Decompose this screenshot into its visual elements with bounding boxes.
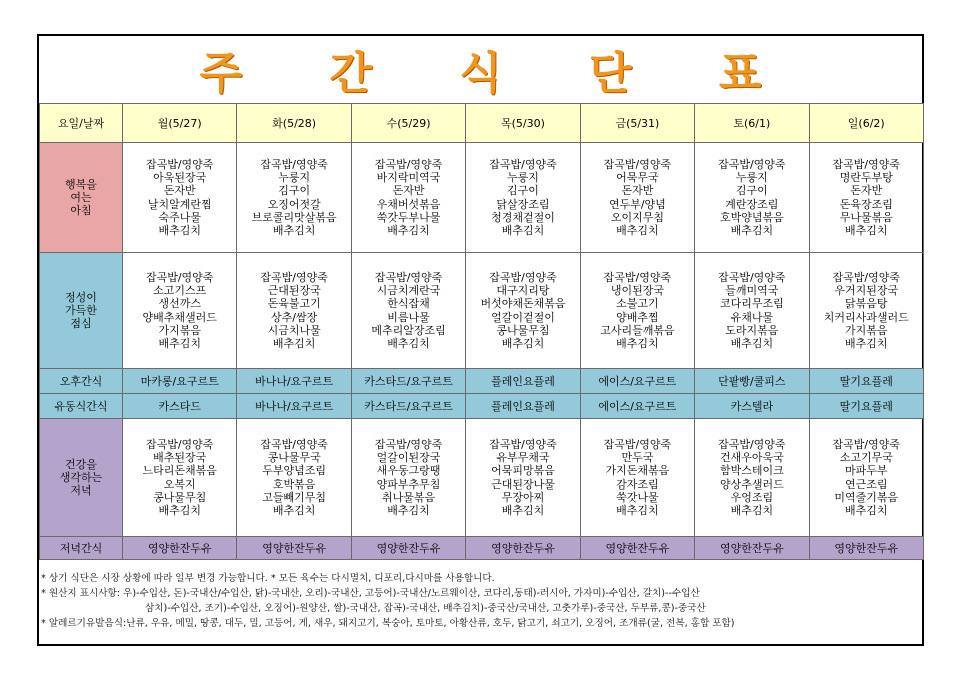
menu-item: 소고기무국 <box>839 451 893 465</box>
menu-item: 잡곡밥/영양죽 <box>260 270 328 284</box>
breakfast-cell <box>237 143 351 253</box>
lunch-cell <box>237 253 351 369</box>
menu-item: 잡곡밥/영양죽 <box>603 437 672 451</box>
label-line: 건강을 <box>65 458 97 471</box>
day-header: 일(6/2) <box>809 104 923 143</box>
menu-item: 연두부/양념 <box>608 197 666 211</box>
menu-item: 배추김치 <box>272 336 316 350</box>
weekly-menu-table <box>39 103 924 560</box>
dinner-cell <box>695 419 809 537</box>
menu-item: 명란두부탕 <box>839 171 893 185</box>
menu-item: 대구지리탕 <box>496 284 550 298</box>
menu-item: 한식잡채 <box>387 297 430 311</box>
menu-item: 무나물볶음 <box>839 210 893 224</box>
liquid-snack-row <box>40 394 924 419</box>
evening-snack-cell: 영양한잔두유 <box>237 537 351 560</box>
menu-item: 느타리돈채볶음 <box>142 464 217 478</box>
afternoon-snack-cell: 딸기요플레 <box>809 369 923 394</box>
menu-item: 얼갈이겉절이 <box>491 310 555 324</box>
menu-item: 돈자반 <box>850 184 883 198</box>
menu-item: 누룽지 <box>507 171 539 185</box>
menu-item: 잡곡밥/영양죽 <box>832 270 900 284</box>
breakfast-cell <box>580 143 694 253</box>
menu-item: 잡곡밥/영양죽 <box>145 437 214 451</box>
menu-item: 미역줄기볶음 <box>834 490 899 504</box>
label-line: 정성이 <box>65 291 97 304</box>
lunch-cell <box>123 253 237 369</box>
menu-item: 잡곡밥/영양죽 <box>718 437 786 451</box>
label-line: 행복을 <box>65 178 97 191</box>
menu-item: 가지볶음 <box>845 323 888 337</box>
dinner-row <box>40 419 924 537</box>
menu-item: 배추김치 <box>730 503 774 517</box>
menu-item: 돈자반 <box>163 184 196 198</box>
menu-item: 시금치나물 <box>267 323 321 337</box>
menu-item: 가지돈채볶음 <box>605 464 670 478</box>
menu-item: 청경채겉절이 <box>491 210 555 224</box>
menu-item: 새우동그랑땡 <box>376 464 441 478</box>
menu-item: 돈자반 <box>392 184 425 198</box>
menu-item: 호박양념볶음 <box>719 210 784 224</box>
lunch-label <box>40 253 123 369</box>
menu-item: 브로콜리맛살볶음 <box>251 210 337 224</box>
menu-item: 양배추채샐러드 <box>142 310 217 324</box>
breakfast-row <box>40 143 924 253</box>
menu-item: 누룽지 <box>278 171 311 185</box>
afternoon-snack-cell: 바나나/요구르트 <box>237 369 351 394</box>
menu-item: 우거지된장국 <box>834 284 899 298</box>
menu-item: 배추김치 <box>501 503 545 517</box>
menu-item: 잡곡밥/영양죽 <box>832 437 900 451</box>
menu-item: 잡곡밥/영양죽 <box>489 270 557 284</box>
menu-item: 얼갈이된장국 <box>376 451 441 465</box>
menu-item: 유부무채국 <box>496 451 550 465</box>
liquid-snack-cell: 카스타드/요구르트 <box>351 394 465 419</box>
footnotes <box>41 571 921 631</box>
menu-item: 쑥갓나물 <box>616 490 659 504</box>
menu-item: 콩나물무국 <box>267 451 321 465</box>
lunch-cell <box>351 253 465 369</box>
menu-item: 배추된장국 <box>153 451 207 465</box>
menu-item: 배추김치 <box>387 336 430 350</box>
menu-item: 배추김치 <box>272 223 316 237</box>
header-row <box>40 104 924 143</box>
menu-item: 생선까스 <box>158 297 201 311</box>
breakfast-cell <box>351 143 465 253</box>
menu-item: 날치알계란찜 <box>147 197 212 211</box>
menu-item: 우엉조림 <box>730 490 774 504</box>
menu-item: 소고기스프 <box>153 284 207 298</box>
evening-snack-cell: 영양한잔두유 <box>351 537 465 560</box>
liquid-snack-cell: 딸기요플레 <box>809 394 923 419</box>
menu-item: 배추김치 <box>501 336 545 350</box>
afternoon-snack-cell: 카스타드/요구르트 <box>351 369 465 394</box>
day-header: 월(5/27) <box>123 104 237 143</box>
menu-item: 들깨미역국 <box>725 284 779 298</box>
menu-item: 잡곡밥/영양죽 <box>603 157 672 171</box>
menu-item: 잡곡밥/영양죽 <box>260 437 328 451</box>
menu-item: 오복지 <box>163 477 196 491</box>
menu-item: 함박스테이크 <box>719 464 784 478</box>
breakfast-label <box>40 143 123 253</box>
lunch-cell <box>695 253 809 369</box>
menu-item: 닭볶음탕 <box>845 297 888 311</box>
menu-item: 돈육불고기 <box>267 297 321 311</box>
menu-item: 잡곡밥/영양죽 <box>374 157 443 171</box>
menu-item: 비름나물 <box>387 310 430 324</box>
note-line: * 알레르기유발음식:난류, 우유, 메밀, 땅콩, 대두, 밀, 고등어, 게, 새우, 돼지고기, 복숭아, 토마토, 아황산류, 호두, 닭고기, 쇠고기, 오징어, 조개류(굴, 전복, 홍합 포함) <box>41 618 735 629</box>
menu-item: 잡곡밥/영양죽 <box>145 157 214 171</box>
menu-item: 도라지볶음 <box>725 323 779 337</box>
menu-item: 숙주나물 <box>158 210 201 224</box>
menu-item: 배추김치 <box>730 223 774 237</box>
menu-item: 잡곡밥/영양죽 <box>260 157 328 171</box>
liquid-snack-cell: 바나나/요구르트 <box>237 394 351 419</box>
day-header: 화(5/28) <box>237 104 351 143</box>
menu-item: 잡곡밥/영양죽 <box>374 270 443 284</box>
menu-item: 코다리무조림 <box>719 297 784 311</box>
lunch-cell <box>580 253 694 369</box>
lunch-row <box>40 253 924 369</box>
menu-item: 건새우아욱국 <box>719 451 784 465</box>
evening-snack-cell: 영양한잔두유 <box>123 537 237 560</box>
label-line: 점심 <box>70 317 92 330</box>
menu-item: 김구이 <box>507 184 539 198</box>
menu-item: 콩나물무침 <box>153 490 207 504</box>
day-header: 토(6/1) <box>695 104 809 143</box>
menu-item: 배추김치 <box>616 336 659 350</box>
day-header: 목(5/30) <box>466 104 580 143</box>
menu-item: 유채나물 <box>730 310 774 324</box>
menu-item: 배추김치 <box>845 503 888 517</box>
menu-item: 버섯야채돈채볶음 <box>480 297 566 311</box>
note-line: * 원산지 표시사항: 우)-수입산, 돈)-국내산/수입산, 닭)-국내산, 오리)-국내산, 고등어)-국내산/노르웨이산, 코다리,동태)-러시아, 가자미)-수입산, 갈치)--수입산 <box>41 588 700 599</box>
menu-item: 취나물볶음 <box>381 490 436 504</box>
day-header: 수(5/29) <box>351 104 465 143</box>
menu-item: 배추김치 <box>845 336 888 350</box>
dinner-cell <box>580 419 694 537</box>
afternoon-snack-cell: 단팥빵/쿨피스 <box>695 369 809 394</box>
weekly-menu-sheet <box>37 34 924 646</box>
afternoon-snack-row <box>40 369 924 394</box>
menu-item: 배추김치 <box>387 223 430 237</box>
dinner-cell <box>351 419 465 537</box>
dinner-cell <box>237 419 351 537</box>
afternoon-snack-cell: 플레인요플레 <box>466 369 580 394</box>
dinner-cell <box>123 419 237 537</box>
menu-item: 돈육장조림 <box>839 197 893 211</box>
menu-item: 잡곡밥/영양죽 <box>603 270 672 284</box>
menu-item: 쑥갓두부나물 <box>376 210 441 224</box>
menu-item: 두부양념조림 <box>262 464 327 478</box>
menu-item: 소불고기 <box>616 297 659 311</box>
menu-item: 배추김치 <box>616 223 659 237</box>
day-header: 금(5/31) <box>580 104 694 143</box>
afternoon-snack-cell: 에이스/요구르트 <box>580 369 694 394</box>
lunch-cell <box>466 253 580 369</box>
note-line: * 상기 식단은 시장 상황에 따라 일부 변경 가능합니다. * 모든 육수는 다시멸치, 디포리,다시마를 사용합니다. <box>41 573 495 584</box>
evening-snack-cell: 영양한잔두유 <box>695 537 809 560</box>
evening-snack-row <box>40 537 924 560</box>
menu-item: 콩나물무침 <box>496 323 550 337</box>
menu-item: 호박볶음 <box>272 477 316 491</box>
evening-snack-cell: 영양한잔두유 <box>580 537 694 560</box>
menu-item: 김구이 <box>735 184 768 198</box>
afternoon-snack-label: 오후간식 <box>40 369 123 394</box>
menu-item: 양배추찜 <box>616 310 659 324</box>
breakfast-cell <box>695 143 809 253</box>
menu-item: 만두국 <box>621 451 654 465</box>
menu-item: 돈자반 <box>621 184 654 198</box>
label-line: 저녁 <box>70 484 92 497</box>
liquid-snack-cell: 카스텔라 <box>695 394 809 419</box>
menu-item: 배추김치 <box>730 336 774 350</box>
dinner-cell <box>466 419 580 537</box>
label-line: 아침 <box>70 204 92 217</box>
menu-item: 닭살장조림 <box>496 197 550 211</box>
liquid-snack-label: 유동식간식 <box>40 394 123 419</box>
menu-item: 잡곡밥/영양죽 <box>832 157 900 171</box>
lunch-cell <box>809 253 923 369</box>
menu-item: 마파두부 <box>845 464 888 478</box>
menu-item: 냉이된장국 <box>610 284 664 298</box>
menu-item: 잡곡밥/영양죽 <box>145 270 214 284</box>
menu-item: 아욱된장국 <box>153 171 207 185</box>
menu-item: 배추김치 <box>845 223 888 237</box>
menu-item: 잡곡밥/영양죽 <box>718 270 786 284</box>
label-line: 생각하는 <box>59 471 103 484</box>
menu-item: 잡곡밥/영양죽 <box>489 437 557 451</box>
menu-item: 무장아찌 <box>501 490 545 504</box>
label-line: 여는 <box>70 191 92 204</box>
evening-snack-cell: 영양한잔두유 <box>809 537 923 560</box>
dinner-cell <box>809 419 923 537</box>
menu-item: 근대된장나물 <box>491 477 555 491</box>
note-line: 삼치)-수입산, 조기)-수입산, 오징어)-원양산, 쌀)-국내산, 잡곡)-국내산, 배추김치)-중국산/국내산, 고춧가루)-중국산, 두부류,콩)-중국산 <box>145 603 706 614</box>
menu-title-text: 주 간 식 단 표 <box>199 48 798 99</box>
menu-item: 연근조림 <box>845 477 888 491</box>
label-line: 가득한 <box>65 304 97 317</box>
menu-item: 메추리알장조림 <box>371 323 446 337</box>
menu-item: 배추김치 <box>158 223 201 237</box>
liquid-snack-cell: 플레인요플레 <box>466 394 580 419</box>
breakfast-cell <box>466 143 580 253</box>
menu-item: 상추/쌈장 <box>271 310 318 324</box>
breakfast-cell <box>123 143 237 253</box>
dinner-label <box>40 419 123 537</box>
menu-item: 잡곡밥/영양죽 <box>718 157 786 171</box>
menu-item: 시금치계란국 <box>376 284 441 298</box>
header-label: 요일/날짜 <box>40 104 123 143</box>
menu-item: 배추김치 <box>158 336 201 350</box>
menu-item: 감자조림 <box>616 477 659 491</box>
menu-item: 근대된장국 <box>267 284 321 298</box>
menu-item: 누룽지 <box>735 171 768 185</box>
menu-item: 바지락미역국 <box>376 171 441 185</box>
menu-item: 고사리들깨볶음 <box>600 323 675 337</box>
evening-snack-label: 저녁간식 <box>40 537 123 560</box>
menu-item: 치커리사과샐러드 <box>823 310 909 324</box>
menu-title <box>39 36 922 102</box>
liquid-snack-cell: 에이스/요구르트 <box>580 394 694 419</box>
afternoon-snack-cell: 마카롱/요구르트 <box>123 369 237 394</box>
menu-item: 가지볶음 <box>158 323 201 337</box>
menu-item: 양상추샐러드 <box>719 477 784 491</box>
menu-item: 오이지무침 <box>610 210 664 224</box>
menu-item: 잡곡밥/영양죽 <box>489 157 557 171</box>
menu-item: 양파부추무침 <box>376 477 441 491</box>
menu-item: 어묵피망볶음 <box>491 464 555 478</box>
menu-item: 우채버섯볶음 <box>376 197 441 211</box>
menu-item: 잡곡밥/영양죽 <box>374 437 443 451</box>
menu-item: 오징어젓갈 <box>267 197 321 211</box>
menu-item: 계란장조림 <box>725 197 779 211</box>
menu-item: 김구이 <box>278 184 311 198</box>
menu-item: 배추김치 <box>616 503 659 517</box>
menu-item: 배추김치 <box>387 503 430 517</box>
menu-item: 배추김치 <box>158 503 201 517</box>
menu-item: 어묵무국 <box>616 171 659 185</box>
menu-item: 배추김치 <box>501 223 545 237</box>
breakfast-cell <box>809 143 923 253</box>
evening-snack-cell: 영양한잔두유 <box>466 537 580 560</box>
menu-item: 배추김치 <box>272 503 316 517</box>
liquid-snack-cell: 카스타드 <box>123 394 237 419</box>
menu-item: 고들빼기무침 <box>262 490 327 504</box>
